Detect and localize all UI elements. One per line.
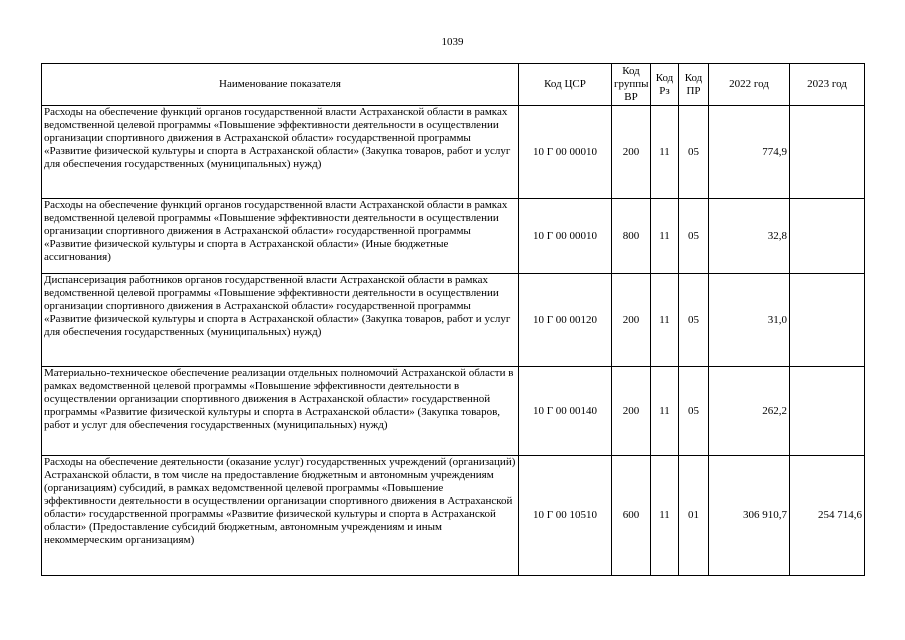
row-2022: 774,9 xyxy=(709,106,790,199)
row-csr: 10 Г 00 00140 xyxy=(519,367,612,456)
row-vr: 200 xyxy=(612,106,651,199)
row-2023: 254 714,6 xyxy=(790,456,865,576)
row-2022: 32,8 xyxy=(709,199,790,274)
row-2023 xyxy=(790,106,865,199)
row-pr: 05 xyxy=(679,274,709,367)
row-rz: 11 xyxy=(651,199,679,274)
row-csr: 10 Г 00 10510 xyxy=(519,456,612,576)
row-name: Диспансеризация работников органов государственной власти Астраханской области в рамках ведомственной целевой программы «Повышение эффективности деятельности в осуществлении организации спортивного движения в Астраханской области» государственной программы «Развитие физической культуры и спорта в Астраханской области» (Закупка товаров, работ и услуг для обеспечения государственных (муниципальных) нужд) xyxy=(42,274,519,367)
table-row xyxy=(42,456,865,576)
row-csr: 10 Г 00 00120 xyxy=(519,274,612,367)
row-pr: 01 xyxy=(679,456,709,576)
row-name: Расходы на обеспечение деятельности (оказание услуг) государственных учреждений (организаций) Астраханской области, в том числе на предоставление бюджетным и автономным учреждениям (организациям) субсидий, в рамках ведомственной целевой программы «Повышение эффективности деятельности в осуществлении организации спортивного движения в Астраханской области» государственной программы «Развитие физической культуры и спорта в Астраханской области» (Предоставление субсидий бюджетным, автономным учреждениям и иным некоммерческим организациям) xyxy=(42,456,519,576)
row-2023 xyxy=(790,367,865,456)
row-csr: 10 Г 00 00010 xyxy=(519,106,612,199)
header-year-2023: 2023 год xyxy=(790,64,865,106)
row-name: Расходы на обеспечение функций органов государственной власти Астраханской области в рамках ведомственной целевой программы «Повышение эффективности деятельности в осуществлении организации спортивного движения в Астраханской области» государственной программы «Развитие физической культуры и спорта в Астраханской области» (Иные бюджетные ассигнования) xyxy=(42,199,519,274)
table-row xyxy=(42,199,865,274)
row-vr: 800 xyxy=(612,199,651,274)
row-rz: 11 xyxy=(651,367,679,456)
row-vr: 600 xyxy=(612,456,651,576)
header-pr: Код ПР xyxy=(679,64,709,106)
row-2023 xyxy=(790,199,865,274)
row-pr: 05 xyxy=(679,199,709,274)
row-2022: 306 910,7 xyxy=(709,456,790,576)
header-year-2022: 2022 год xyxy=(709,64,790,106)
row-rz: 11 xyxy=(651,456,679,576)
table-row xyxy=(42,106,865,199)
row-pr: 05 xyxy=(679,106,709,199)
row-name: Материально-техническое обеспечение реализации отдельных полномочий Астраханской области в рамках ведомственной целевой программы «Повышение эффективности деятельности в осуществлении организации спортивного движения в Астраханской области» государственной программы «Развитие физической культуры и спорта в Астраханской области» (Закупка товаров, работ и услуг для обеспечения государственных (муниципальных) нужд) xyxy=(42,367,519,456)
header-vr: Код группы ВР xyxy=(612,64,651,106)
row-vr: 200 xyxy=(612,367,651,456)
table-header-row xyxy=(42,64,865,106)
row-rz: 11 xyxy=(651,274,679,367)
row-name: Расходы на обеспечение функций органов государственной власти Астраханской области в рамках ведомственной целевой программы «Повышение эффективности деятельности в осуществлении организации спортивного движения в Астраханской области» государственной программы «Развитие физической культуры и спорта в Астраханской области» (Закупка товаров, работ и услуг для обеспечения государственных (муниципальных) нужд) xyxy=(42,106,519,199)
row-pr: 05 xyxy=(679,367,709,456)
row-2022: 31,0 xyxy=(709,274,790,367)
budget-table xyxy=(41,63,865,576)
header-rz: Код Рз xyxy=(651,64,679,106)
header-name: Наименование показателя xyxy=(42,64,519,106)
row-vr: 200 xyxy=(612,274,651,367)
row-csr: 10 Г 00 00010 xyxy=(519,199,612,274)
header-csr: Код ЦСР xyxy=(519,64,612,106)
row-rz: 11 xyxy=(651,106,679,199)
page-number: 1039 xyxy=(441,36,464,48)
table-row xyxy=(42,367,865,456)
row-2023 xyxy=(790,274,865,367)
table-row xyxy=(42,274,865,367)
row-2022: 262,2 xyxy=(709,367,790,456)
